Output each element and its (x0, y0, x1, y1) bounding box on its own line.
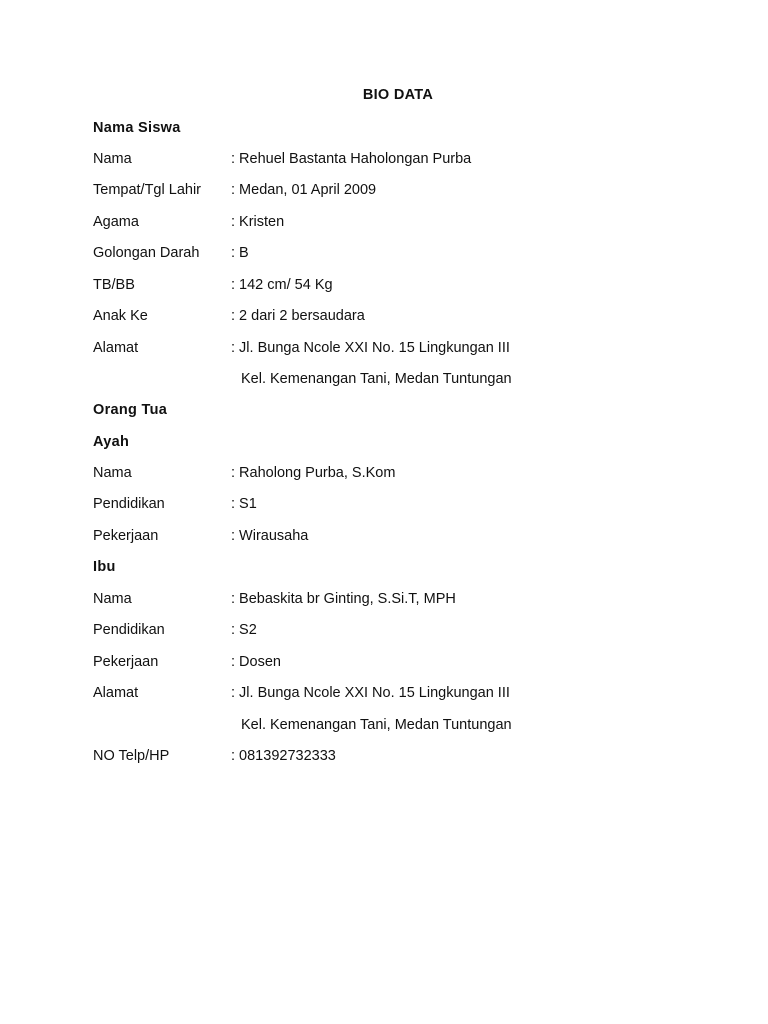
mother-name-label: Nama (93, 591, 132, 607)
father-name-label: Nama (93, 465, 132, 481)
student-tbbb-value: : 142 cm/ 54 Kg (231, 277, 333, 293)
student-name-value: : Rehuel Bastanta Haholongan Purba (231, 151, 472, 167)
student-child-label: Anak Ke (93, 308, 148, 324)
parents-heading: Orang Tua (93, 402, 168, 418)
mother-name-value: : Bebaskita br Ginting, S.Si.T, MPH (231, 591, 456, 607)
phone-value: : 081392732333 (231, 748, 336, 764)
mother-job-value: : Dosen (231, 654, 281, 670)
student-blood-value: : B (231, 245, 249, 261)
father-heading: Ayah (93, 434, 130, 450)
father-job-label: Pekerjaan (93, 528, 159, 544)
student-birth-value: : Medan, 01 April 2009 (231, 182, 377, 198)
father-edu-label: Pendidikan (93, 496, 165, 512)
mother-address-line1: : Jl. Bunga Ncole XXI No. 15 Lingkungan III (231, 685, 510, 701)
father-name-value: : Raholong Purba, S.Kom (231, 465, 396, 481)
student-birth-label: Tempat/Tgl Lahir (93, 182, 201, 198)
mother-edu-value: : S2 (231, 622, 257, 638)
father-edu-value: : S1 (231, 496, 257, 512)
student-religion-label: Agama (93, 214, 139, 230)
student-religion-value: : Kristen (231, 214, 285, 230)
father-job-value: : Wirausaha (231, 528, 309, 544)
mother-address-label: Alamat (93, 685, 139, 701)
page-title: BIO DATA (362, 87, 434, 103)
mother-edu-label: Pendidikan (93, 622, 165, 638)
phone-label: NO Telp/HP (93, 748, 170, 764)
student-tbbb-label: TB/BB (93, 277, 135, 293)
student-name-label: Nama (93, 151, 132, 167)
mother-address-line2: Kel. Kemenangan Tani, Medan Tuntungan (241, 717, 512, 733)
mother-job-label: Pekerjaan (93, 654, 159, 670)
student-address-line2: Kel. Kemenangan Tani, Medan Tuntungan (241, 371, 512, 387)
student-address-label: Alamat (93, 340, 139, 356)
student-heading: Nama Siswa (93, 120, 181, 136)
student-child-value: : 2 dari 2 bersaudara (231, 308, 365, 324)
mother-heading: Ibu (93, 559, 116, 575)
student-address-line1: : Jl. Bunga Ncole XXI No. 15 Lingkungan III (231, 340, 510, 356)
student-blood-label: Golongan Darah (93, 245, 200, 261)
